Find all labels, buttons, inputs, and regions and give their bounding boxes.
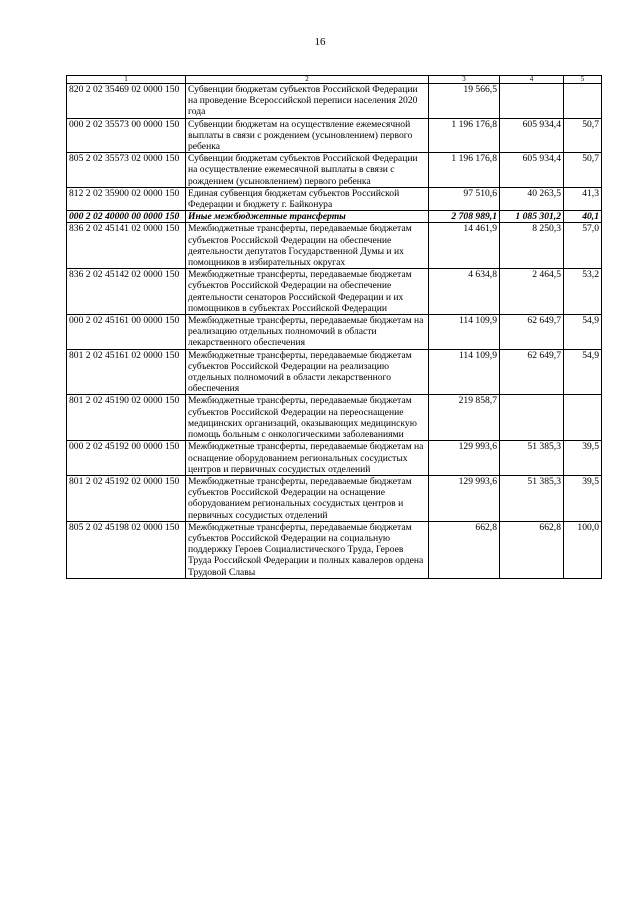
table-row (67, 84, 602, 119)
cell-percent: 40,1 (564, 211, 602, 223)
cell-name: Единая субвенция бюджетам субъектов Российской Федерации и бюджету г. Байконура (186, 187, 429, 210)
cell-name: Межбюджетные трансферты, передаваемые бюджетам субъектов Российской Федерации на реализацию отдельных полномочий в области лекарственного обеспечения (186, 349, 429, 395)
column-header-percent: 5 (564, 76, 602, 84)
column-header-code: 1 (67, 76, 186, 84)
table-row (67, 118, 602, 153)
cell-name: Межбюджетные трансферты, передаваемые бюджетам субъектов Российской Федерации на переоснащение медицинских организаций, оказывающих медицинскую помощь больным с онкологическими заболеваниями (186, 395, 429, 441)
budget-table (66, 75, 602, 579)
cell-name: Субвенции бюджетам субъектов Российской Федерации на осуществление ежемесячной выплаты в связи с рождением (усыновлением) первого ребенка (186, 153, 429, 188)
cell-name: Субвенции бюджетам на осуществление ежемесячной выплаты в связи с рождением (усыновлением) первого ребенка (186, 118, 429, 153)
column-header-plan: 3 (429, 76, 500, 84)
cell-code: 812 2 02 35900 02 0000 150 (67, 187, 186, 210)
table-row (67, 475, 602, 521)
cell-percent: 54,9 (564, 349, 602, 395)
cell-plan: 662,8 (429, 521, 500, 578)
cell-plan: 129 993,6 (429, 441, 500, 476)
cell-fact: 8 250,3 (500, 223, 564, 269)
cell-code: 000 2 02 45192 00 0000 150 (67, 441, 186, 476)
table-header-row (67, 76, 602, 84)
cell-plan: 4 634,8 (429, 269, 500, 315)
cell-plan: 2 708 989,1 (429, 211, 500, 223)
cell-percent: 41,3 (564, 187, 602, 210)
cell-percent: 39,5 (564, 475, 602, 521)
table-row (67, 521, 602, 578)
column-header-name: 2 (186, 76, 429, 84)
table-row (67, 153, 602, 188)
column-header-fact: 4 (500, 76, 564, 84)
cell-fact: 605 934,4 (500, 118, 564, 153)
cell-code: 820 2 02 35469 02 0000 150 (67, 84, 186, 119)
cell-code: 801 2 02 45161 02 0000 150 (67, 349, 186, 395)
cell-code: 836 2 02 45141 02 0000 150 (67, 223, 186, 269)
cell-code: 836 2 02 45142 02 0000 150 (67, 269, 186, 315)
cell-fact: 1 085 301,2 (500, 211, 564, 223)
cell-name: Субвенции бюджетам субъектов Российской Федерации на проведение Всероссийской переписи населения 2020 года (186, 84, 429, 119)
cell-code: 805 2 02 35573 02 0000 150 (67, 153, 186, 188)
cell-plan: 219 858,7 (429, 395, 500, 441)
cell-percent: 53,2 (564, 269, 602, 315)
page-number: 16 (314, 36, 326, 48)
table-row (67, 441, 602, 476)
cell-code: 801 2 02 45192 02 0000 150 (67, 475, 186, 521)
cell-plan: 97 510,6 (429, 187, 500, 210)
cell-percent: 54,9 (564, 315, 602, 350)
cell-plan: 114 109,9 (429, 315, 500, 350)
cell-plan: 1 196 176,8 (429, 153, 500, 188)
cell-plan: 129 993,6 (429, 475, 500, 521)
cell-fact (500, 395, 564, 441)
cell-fact: 51 385,3 (500, 441, 564, 476)
cell-code: 805 2 02 45198 02 0000 150 (67, 521, 186, 578)
cell-fact: 605 934,4 (500, 153, 564, 188)
cell-percent: 50,7 (564, 153, 602, 188)
cell-plan: 14 461,9 (429, 223, 500, 269)
cell-name: Межбюджетные трансферты, передаваемые бюджетам субъектов Российской Федерации на обеспечение деятельности депутатов Государственной Думы и их помощников в избирательных округах (186, 223, 429, 269)
cell-percent (564, 84, 602, 119)
cell-fact: 51 385,3 (500, 475, 564, 521)
cell-percent: 50,7 (564, 118, 602, 153)
cell-fact: 62 649,7 (500, 349, 564, 395)
cell-plan: 19 566,5 (429, 84, 500, 119)
cell-fact: 62 649,7 (500, 315, 564, 350)
cell-percent: 39,5 (564, 441, 602, 476)
table-row (67, 269, 602, 315)
table-row (67, 211, 602, 223)
cell-fact: 40 263,5 (500, 187, 564, 210)
table-row (67, 223, 602, 269)
cell-plan: 1 196 176,8 (429, 118, 500, 153)
cell-percent: 100,0 (564, 521, 602, 578)
cell-fact (500, 84, 564, 119)
cell-code: 000 2 02 45161 00 0000 150 (67, 315, 186, 350)
table-row (67, 315, 602, 350)
cell-fact: 662,8 (500, 521, 564, 578)
table-row (67, 349, 602, 395)
cell-name: Межбюджетные трансферты, передаваемые бюджетам субъектов Российской Федерации на оснащение оборудованием региональных сосудистых центров и первичных сосудистых отделений (186, 475, 429, 521)
cell-code: 000 2 02 40000 00 0000 150 (67, 211, 186, 223)
cell-name: Межбюджетные трансферты, передаваемые бюджетам субъектов Российской Федерации на обеспечение деятельности сенаторов Российской Федерации и их помощников в субъектах Российской Федерации (186, 269, 429, 315)
cell-name: Межбюджетные трансферты, передаваемые бюджетам субъектов Российской Федерации на социальную поддержку Героев Социалистического Труда, Героев Труда Российской Федерации и полных кавалеров ордена Трудовой Славы (186, 521, 429, 578)
cell-percent (564, 395, 602, 441)
cell-name: Межбюджетные трансферты, передаваемые бюджетам на реализацию отдельных полномочий в области лекарственного обеспечения (186, 315, 429, 350)
cell-name: Межбюджетные трансферты, передаваемые бюджетам на оснащение оборудованием региональных сосудистых центров и первичных сосудистых отделений (186, 441, 429, 476)
cell-name: Иные межбюджетные трансферты (186, 211, 429, 223)
cell-code: 801 2 02 45190 02 0000 150 (67, 395, 186, 441)
table-row (67, 395, 602, 441)
cell-fact: 2 464,5 (500, 269, 564, 315)
cell-plan: 114 109,9 (429, 349, 500, 395)
cell-percent: 57,0 (564, 223, 602, 269)
table-row (67, 187, 602, 210)
cell-code: 000 2 02 35573 00 0000 150 (67, 118, 186, 153)
